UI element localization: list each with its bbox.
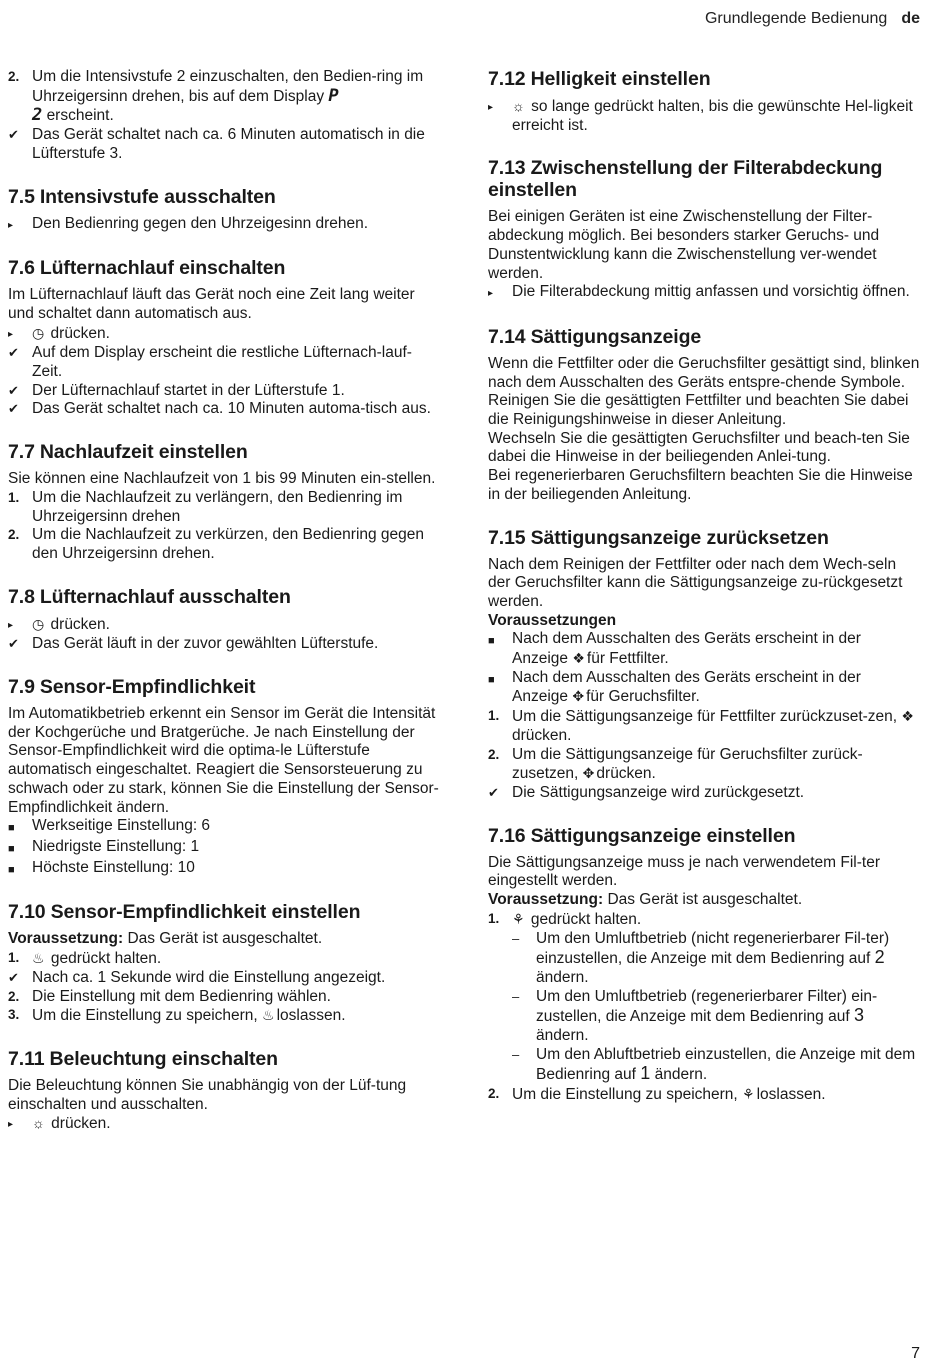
action: ▸ Die Filterabdeckung mittig anfassen und vorsichtig öffnen.: [488, 283, 920, 304]
sub-step: – Um den Abluftbetrieb einzustellen, die Anzeige mit dem Bedienring auf 1 ändern.: [512, 1045, 916, 1084]
step: 2. Um die Intensivstufe 2 einzuschalten, den Bedien-ring im Uhrzeigersinn drehen, bis auf dem Display P 2 erscheint.: [8, 68, 424, 126]
action-marker-icon: ▸: [8, 1119, 14, 1131]
check-icon: ✔: [8, 127, 19, 143]
section-heading: 7.8 Lüfternachlauf ausschalten: [8, 585, 291, 608]
section-7-9: 7.9 Sensor-Empfindlichkeit Im Automatikbetrieb erkennt ein Sensor im Gerät die Intensität der Kochgerüche und Bratgerüche. Je nach Einstellung der Sensor-Empfindlichkeit wird die optima-le Lüfterstufe automatisch eingeschaltet. Reagiert die Sensorsteuerung zu schwach oder zu stark, können Sie die Einstellung der Sensor-Empfindlichkeit ändern. ■ Werkseitige Einstellung: 6 ■ Niedrigste Einstellung: 1 ■ Höchste Einstellung: 10: [8, 676, 440, 879]
section-7-13: 7.13 Zwischenstellung der Filterabdeckung einstellen Bei einigen Geräten ist eine Zwischenstellung der Filter-abdeckung möglich. Bei besonders starker Geruchs- und Dunstentwicklung kann die Zwischenstellung ver-wendet werden. ▸ Die Filterabdeckung mittig anfassen und vorsichtig öffnen.: [488, 157, 920, 304]
action-marker-icon: ▸: [8, 619, 14, 631]
action: ▸ ◷ drücken.: [8, 324, 440, 345]
grease-filter-icon: ❖: [572, 650, 585, 667]
list-item: ■ Werkseitige Einstellung: 6: [8, 817, 440, 838]
step: 2. Um die Nachlaufzeit zu verkürzen, den Bedienring gegen den Uhrzeigersinn drehen.: [8, 526, 425, 562]
dash-marker: –: [512, 930, 520, 946]
sensor-icon: ♨: [32, 950, 45, 967]
check-icon: ✔: [8, 636, 19, 652]
section-heading: 7.7 Nachlaufzeit einstellen: [8, 441, 248, 464]
action: ▸ Den Bedienring gegen den Uhrzeigesinn drehen.: [8, 215, 440, 236]
section-7-7: 7.7 Nachlaufzeit einstellen Sie können eine Nachlaufzeit von 1 bis 99 Minuten ein-stellen. 1. Um die Nachlaufzeit zu verlängern, den Bedienring im Uhrzeigersinn drehen 2. Um die Nachlaufzeit zu verkürzen, den Bedienring gegen den Uhrzeigersinn drehen.: [8, 441, 440, 564]
result: ✔ Das Gerät schaltet nach ca. 10 Minuten automa-tisch aus.: [8, 400, 431, 418]
section-7-5: [8, 186, 440, 236]
section-heading: 7.15 Sättigungsanzeige zurücksetzen: [488, 526, 829, 549]
left-column: [8, 68, 440, 1135]
step: 3. Um die Einstellung zu speichern, ♨ loslassen.: [8, 1007, 346, 1025]
page-header: [705, 10, 920, 28]
sub-step: – Um den Umluftbetrieb (nicht regenerierbarer Fil-ter) einzustellen, die Anzeige mit dem Bedienring auf 2 ändern.: [512, 929, 890, 986]
result: ✔ Das Gerät schaltet nach ca. 6 Minuten automatisch in die Lüfterstufe 3.: [8, 126, 425, 162]
requirement: Voraussetzung: Das Gerät ist ausgeschaltet.: [488, 891, 803, 909]
result: ✔ Die Sättigungsanzeige wird zurückgesetzt.: [488, 783, 805, 801]
odour-filter-icon: ✥: [582, 765, 595, 782]
check-icon: ✔: [8, 345, 19, 361]
result: ✔ Das Gerät läuft in der zuvor gewählten Lüfterstufe.: [8, 635, 379, 653]
requirements-label: Voraussetzungen: [488, 611, 617, 629]
list-item: ■ Höchste Einstellung: 10: [8, 859, 440, 880]
bullet-icon: ■: [8, 863, 15, 876]
section-7-16: 7.16 Sättigungsanzeige einstellen Die Sättigungsanzeige muss je nach verwendetem Fil-ter eingestellt werden. Voraussetzung: Das Gerät ist ausgeschaltet. 1. ⚘ gedrückt halten. – Um den Umluftbetrieb (nicht regenerierbarer Fil-ter) einzustellen, die Anzeige mit dem Bedienring auf 2 ändern. – Um den Umluftbetrieb (regenerierbarer Filter) ein-zustellen, die Anzeige mit dem Bedienring auf 3 ändern. – Um den Abluftbetrieb einzustellen, die Anzeige mit dem Bedienring auf 1 ändern. 2. Um die Einstellung zu speichern, ⚘ loslassen.: [488, 825, 920, 1105]
section-7-10: [8, 901, 440, 1026]
check-icon: ✔: [488, 784, 499, 800]
section-heading: 7.5 Intensivstufe ausschalten: [8, 185, 276, 208]
section-7-8: [8, 586, 440, 654]
filter-setting-icon: ⚘: [512, 910, 525, 927]
action: ▸ ☼ drücken.: [8, 1114, 440, 1135]
page-number: 7: [911, 1345, 920, 1362]
section-heading: 7.6 Lüfternachlauf einschalten: [8, 257, 286, 280]
bullet-icon: ■: [8, 822, 15, 835]
light-icon: ☼: [32, 1115, 45, 1132]
step: 2. Um die Einstellung zu speichern, ⚘ loslassen.: [488, 1086, 826, 1104]
display-p: P: [328, 85, 339, 106]
bullet-icon: ■: [488, 635, 495, 648]
light-icon: ☼: [512, 98, 525, 114]
check-icon: ✔: [8, 401, 19, 417]
result: ✔ Nach ca. 1 Sekunde wird die Einstellung angezeigt.: [8, 968, 386, 986]
dash-marker: –: [512, 988, 520, 1004]
check-icon: ✔: [8, 969, 19, 985]
action-marker-icon: ▸: [8, 219, 14, 231]
step: 1. Um die Sättigungsanzeige für Fettfilter zurückzuset-zen, ❖drücken.: [488, 708, 914, 744]
list-item: ■ Niedrigste Einstellung: 1: [8, 838, 440, 859]
action: ▸ ◷ drücken.: [8, 615, 440, 636]
section-7-11: 7.11 Beleuchtung einschalten Die Beleuchtung können Sie unabhängig von der Lüf-tung einschalten und ausschalten. ▸ ☼ drücken.: [8, 1048, 440, 1135]
step: 1. Um die Nachlaufzeit zu verlängern, den Bedienring im Uhrzeigersinn drehen: [8, 488, 403, 525]
dash-marker: –: [512, 1046, 520, 1062]
section-7-15: 7.15 Sättigungsanzeige zurücksetzen Nach dem Reinigen der Fettfilter oder nach dem Wech-seln der Geruchsfilter kann die Sättigungsanzeige zu-rückgesetzt werden. Voraussetzungen ■ Nach dem Ausschalten des Geräts erscheint in der Anzeige ❖ für Fettfilter. ■ Nach dem Ausschalten des Geräts erscheint in der Anzeige ✥ für Geruchsfilter. 1. Um die Sättigungsanzeige für Fettfilter zurückzuset-zen, ❖drücken. 2. Um die Sättigungsanzeige für Geruchsfilter zurück-zusetzen, ✥ drücken. ✔ Die Sättigungsanzeige wird zurückgesetzt.: [488, 527, 920, 803]
grease-filter-icon: ❖: [901, 708, 914, 725]
header-title: Grundlegende Bedienung: [704, 10, 888, 27]
header-lang: de: [901, 10, 920, 27]
step: 2. Um die Sättigungsanzeige für Geruchsfilter zurück-zusetzen, ✥ drücken.: [488, 745, 863, 783]
list-item: ■ Nach dem Ausschalten des Geräts erscheint in der Anzeige ❖ für Fettfilter.: [488, 630, 861, 668]
action: ▸ ☼ so lange gedrückt halten, bis die gewünschte Hel-ligkeit erreicht ist.: [488, 98, 913, 134]
section-heading: 7.10 Sensor-Empfindlichkeit einstellen: [8, 901, 361, 924]
action-marker-icon: ▸: [8, 328, 14, 340]
result: ✔ Auf dem Display erscheint die restliche Lüfternach-lauf-Zeit.: [8, 344, 412, 381]
section-heading: 7.11 Beleuchtung einschalten: [8, 1047, 278, 1070]
step: 1. ♨ gedrückt halten.: [8, 950, 162, 968]
bullet-icon: ■: [488, 673, 495, 686]
bullet-icon: ■: [8, 842, 15, 855]
section-7-14: 7.14 Sättigungsanzeige Wenn die Fettfilter oder die Geruchsfilter gesättigt sind, blinken nach dem Ausschalten des Geräts entspre-chende Symbole. Reinigen Sie die gesättigten Fettfilter und beachten Sie dabei die Reinigungshinweise in dieser Anleitung. Wechseln Sie die gesättigten Geruchsfilter und beach-ten Sie dabei die Hinweise in der beiliegenden Anlei-tung. Bei regenerierbaren Geruchsfiltern beachten Sie die Hinweise in der beiliegenden Anleitung.: [488, 325, 920, 503]
requirement: Voraussetzung: Das Gerät ist ausgeschaltet.: [8, 930, 323, 948]
sensor-icon: ♨: [262, 1007, 275, 1024]
list-item: ■ Nach dem Ausschalten des Geräts erscheint in der Anzeige ✥ für Geruchsfilter.: [488, 668, 861, 706]
odour-filter-icon: ✥: [572, 688, 585, 705]
display-2: 2: [32, 105, 43, 126]
step: 2. Die Einstellung mit dem Bedienring wählen.: [8, 987, 331, 1005]
section-heading: 7.12 Helligkeit einstellen: [488, 68, 711, 90]
result: ✔ Der Lüfternachlauf startet in der Lüfterstufe 1.: [8, 381, 345, 399]
check-icon: ✔: [8, 382, 19, 398]
sub-step: – Um den Umluftbetrieb (regenerierbarer Filter) ein-zustellen, die Anzeige mit dem Bedienring auf 3 ändern.: [512, 987, 878, 1045]
filter-setting-icon: ⚘: [742, 1086, 755, 1103]
action-marker-icon: ▸: [488, 102, 494, 113]
section-heading: 7.13 Zwischenstellung der Filterabdeckung einstellen: [488, 157, 883, 202]
timer-icon: ◷: [32, 615, 45, 632]
section-heading: 7.16 Sättigungsanzeige einstellen: [488, 824, 796, 847]
step: 1. ⚘ gedrückt halten.: [488, 910, 642, 928]
section-7-12: [488, 68, 920, 135]
timer-icon: ◷: [32, 324, 45, 341]
right-column: [488, 68, 920, 1105]
action-marker-icon: ▸: [488, 288, 494, 300]
section-7-6: 7.6 Lüfternachlauf einschalten Im Lüfternachlauf läuft das Gerät noch eine Zeit lang weiter und schaltet dann automatisch aus. ▸ ◷ drücken. ✔ Auf dem Display erscheint die restliche Lüfternach-lauf-Zeit. ✔ Der Lüfternachlauf startet in der Lüfterstufe 1. ✔ Das Gerät schaltet nach ca. 10 Minuten automa-tisch aus.: [8, 257, 440, 419]
section-heading: 7.9 Sensor-Empfindlichkeit: [8, 676, 256, 699]
section-heading: 7.14 Sättigungsanzeige: [488, 325, 702, 348]
